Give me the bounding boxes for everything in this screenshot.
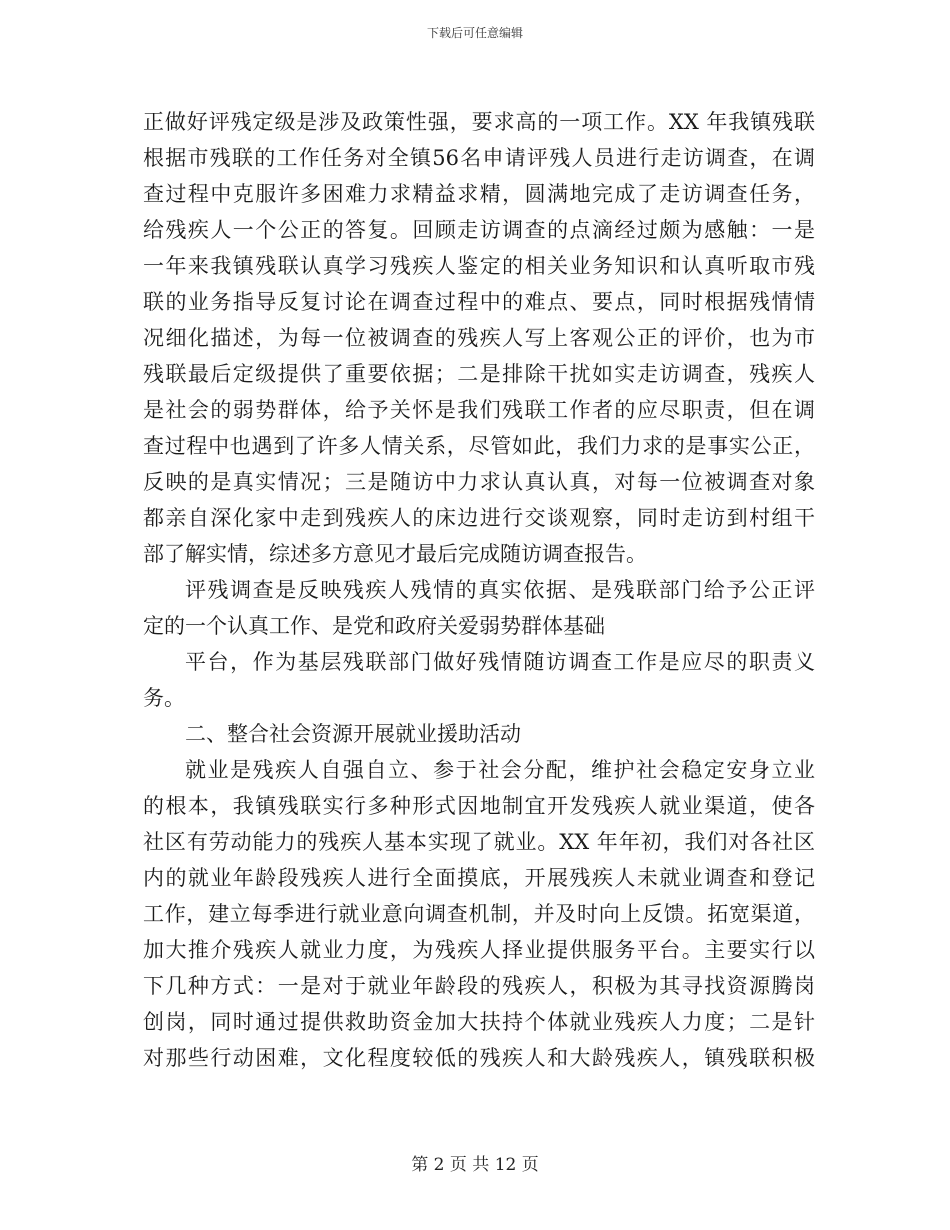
text-line: 一年来我镇残联认真学习残疾人鉴定的相关业务知识和认真听取市残 bbox=[143, 254, 815, 278]
paragraph bbox=[143, 644, 815, 716]
text-line: 就业是残疾人自强自立、参于社会分配，维护社会稳定安身立业 bbox=[185, 758, 815, 782]
text-line: 给残疾人一个公正的答复。回顾走访调查的点滴经过颇为感触：一是 bbox=[143, 218, 815, 242]
text-line: 务。 bbox=[143, 686, 185, 710]
document-body bbox=[143, 104, 815, 1076]
text-line: 反映的是真实情况；三是随访中力求认真认真，对每一位被调查对象 bbox=[143, 470, 815, 494]
page-number: 第 2 页 共 12 页 bbox=[411, 1155, 539, 1175]
text-line: 根据市残联的工作任务对全镇56名申请评残人员进行走访调查，在调 bbox=[143, 146, 815, 170]
text-line: 二、整合社会资源开展就业援助活动 bbox=[185, 722, 521, 746]
paragraph bbox=[143, 104, 815, 572]
text-line: 加大推介残疾人就业力度，为残疾人择业提供服务平台。主要实行以 bbox=[143, 938, 815, 962]
paragraph bbox=[143, 572, 815, 644]
text-line: 正做好评残定级是涉及政策性强，要求高的一项工作。XX 年我镇残联 bbox=[143, 110, 815, 134]
text-line: 创岗，同时通过提供救助资金加大扶持个体就业残疾人力度；二是针 bbox=[143, 1010, 815, 1034]
text-line: 查过程中克服许多困难力求精益求精，圆满地完成了走访调查任务， bbox=[143, 182, 815, 206]
text-line: 社区有劳动能力的残疾人基本实现了就业。XX 年年初，我们对各社区 bbox=[143, 830, 815, 854]
page-header: 下载后可任意编辑 bbox=[426, 26, 523, 40]
text-line: 部了解实情，综述多方意见才最后完成随访调查报告。 bbox=[143, 542, 647, 566]
text-line: 工作，建立每季进行就业意向调查机制，并及时向上反馈。拓宽渠道， bbox=[143, 902, 815, 926]
text-line: 查过程中也遇到了许多人情关系，尽管如此，我们力求的是事实公正， bbox=[143, 434, 815, 458]
text-line: 都亲自深化家中走到残疾人的床边进行交谈观察，同时走访到村组干 bbox=[143, 506, 815, 530]
paragraph bbox=[143, 752, 815, 1076]
text-line: 定的一个认真工作、是党和政府关爱弱势群体基础 bbox=[143, 614, 605, 638]
text-line: 联的业务指导反复讨论在调查过程中的难点、要点，同时根据残情情 bbox=[143, 290, 815, 314]
text-line: 是社会的弱势群体，给予关怀是我们残联工作者的应尽职责，但在调 bbox=[143, 398, 815, 422]
text-line: 下几种方式：一是对于就业年龄段的残疾人，积极为其寻找资源腾岗 bbox=[143, 974, 815, 998]
text-line: 况细化描述，为每一位被调查的残疾人写上客观公正的评价，也为市 bbox=[143, 326, 815, 350]
text-line: 的根本，我镇残联实行多种形式因地制宜开发残疾人就业渠道，使各 bbox=[143, 794, 815, 818]
text-line: 内的就业年龄段残疾人进行全面摸底，开展残疾人未就业调查和登记 bbox=[143, 866, 815, 890]
text-line: 平台，作为基层残联部门做好残情随访调查工作是应尽的职责义 bbox=[185, 650, 815, 674]
paragraph bbox=[143, 716, 815, 752]
text-line: 对那些行动困难，文化程度较低的残疾人和大龄残疾人，镇残联积极 bbox=[143, 1046, 815, 1070]
text-line: 残联最后定级提供了重要依据；二是排除干扰如实走访调查，残疾人 bbox=[143, 362, 815, 386]
text-line: 评残调查是反映残疾人残情的真实依据、是残联部门给予公正评 bbox=[185, 578, 815, 602]
